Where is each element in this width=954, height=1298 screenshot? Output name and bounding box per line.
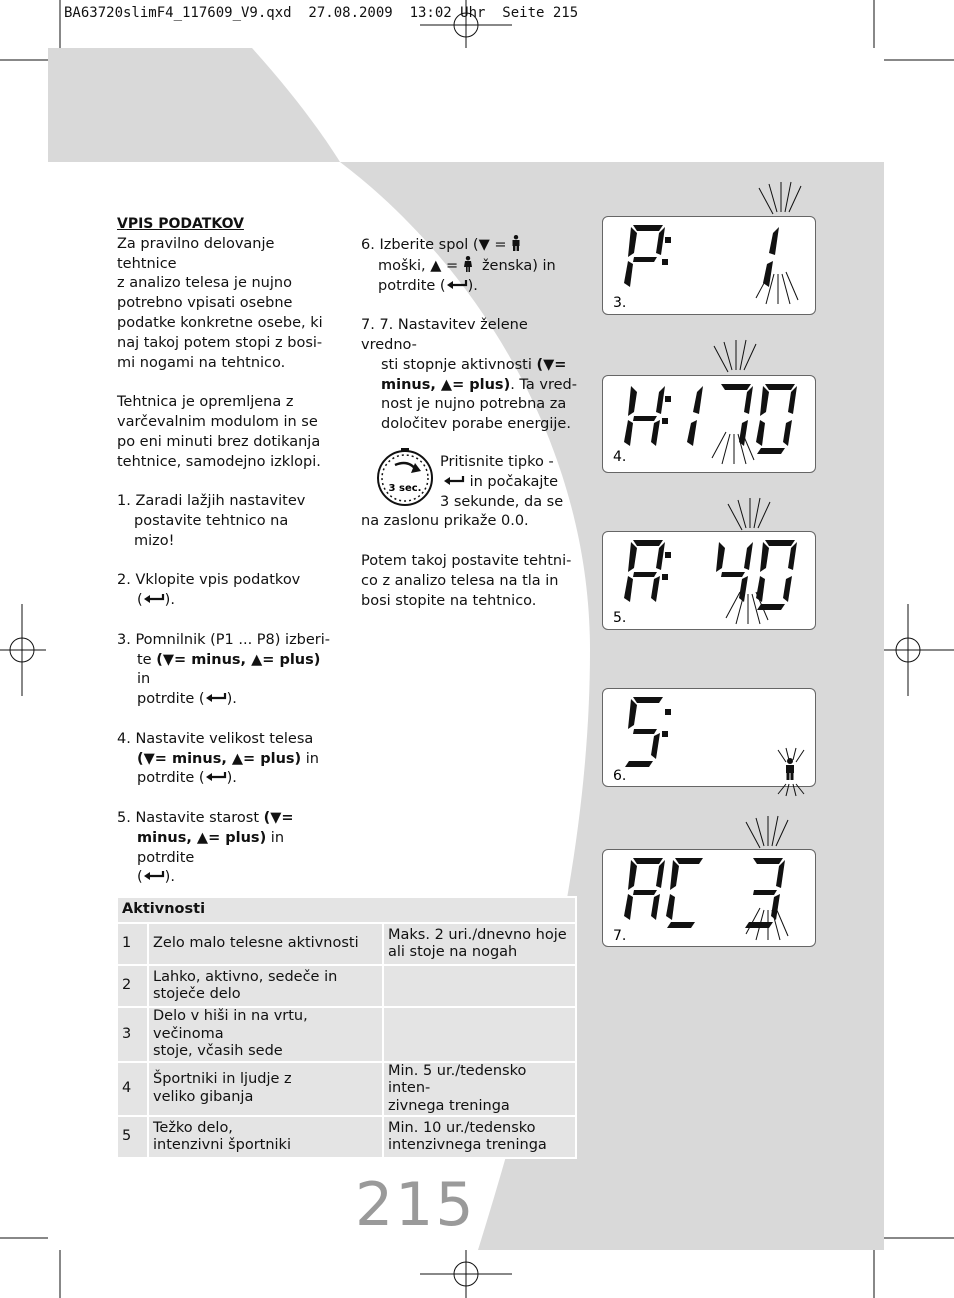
row-number: 2 xyxy=(117,965,148,1007)
blink-rays-icon xyxy=(722,590,772,626)
intro-line: podatke konkretne osebe, ki xyxy=(117,314,323,331)
display-number: 5. xyxy=(613,610,627,626)
blink-rays-icon xyxy=(708,430,758,466)
step-3-line: 3. Pomnilnik (P1 ... P8) izberi- xyxy=(117,631,331,648)
step-7-line: minus, ▲= plus). Ta vred- xyxy=(381,376,577,393)
activity-description: Težko delo, intenzivni športniki xyxy=(148,1116,383,1158)
blink-rays-icon xyxy=(742,814,792,850)
step-5-line: minus, ▲= plus) in potrdite xyxy=(137,829,285,866)
step-7-line: 7. 7. Nastavitev želene vredno- xyxy=(361,317,528,353)
row-number: 4 xyxy=(117,1062,148,1117)
intro-line: z analizo telesa je nujno xyxy=(117,275,292,292)
step-4-line: potrdite ( ). xyxy=(137,770,237,787)
step-4-line: 4. Nastavite velikost telesa xyxy=(117,730,314,747)
table-row xyxy=(117,1116,576,1158)
column-middle xyxy=(361,235,581,435)
activity-description: Športniki in ljudje z veliko gibanja xyxy=(148,1062,383,1117)
step-2-line: ( ). xyxy=(137,592,175,609)
step-1-line: postavite tehtnico na mizo! xyxy=(134,512,289,549)
enter-key-icon xyxy=(446,279,468,290)
activity-table xyxy=(116,896,577,1159)
column-left xyxy=(117,215,332,888)
step-7-line: določitev porabe energije. xyxy=(381,416,571,433)
activity-note: Min. 10 ur./tedensko intenzivnega treninga xyxy=(383,1116,576,1158)
table-title: Aktivnosti xyxy=(117,897,576,923)
info-line: Tehtnica je opremljena z xyxy=(117,394,294,411)
intro-line: mi nogami na tehtnico. xyxy=(117,354,286,371)
blink-rays-icon xyxy=(776,746,806,764)
display-number: 3. xyxy=(613,295,627,311)
info-line: tehtnice, samodejno izklopi. xyxy=(117,453,321,470)
step-3-line: potrdite ( ). xyxy=(137,691,237,708)
info-line: varčevalnim modulom in se xyxy=(117,413,318,430)
intro-line: Za pravilno delovanje tehtnice xyxy=(117,235,275,272)
display-number: 6. xyxy=(613,768,627,784)
lcd-digits xyxy=(603,532,817,631)
activity-description: Lahko, aktivno, sedeče in stoječe delo xyxy=(148,965,383,1007)
blink-rays-icon xyxy=(752,270,802,306)
table-row xyxy=(117,965,576,1007)
step-4-line: (▼= minus, ▲= plus) in xyxy=(137,750,319,767)
step-6-line: moški, ▲ = ženska) in xyxy=(378,257,556,274)
press-instruction xyxy=(361,453,581,611)
lcd-display-5 xyxy=(602,531,816,630)
blink-rays-icon xyxy=(724,496,774,532)
final-line: Potem takoj postavite tehtni- xyxy=(361,552,572,569)
step-5-line: 5. Nastavite starost (▼= xyxy=(117,809,294,826)
row-number: 5 xyxy=(117,1116,148,1158)
activity-note: Maks. 2 uri./dnevno hoje ali stoje na nogah xyxy=(383,923,576,965)
step-3-line: te (▼= minus, ▲= plus) in xyxy=(137,651,321,688)
row-number: 1 xyxy=(117,923,148,965)
enter-key-icon xyxy=(205,771,227,782)
enter-key-icon xyxy=(443,475,465,486)
enter-key-icon xyxy=(143,593,165,604)
table-row xyxy=(117,923,576,965)
activity-description: Delo v hiši in na vrtu, večinoma stoje, včasih sede xyxy=(148,1007,383,1062)
lcd-display-6 xyxy=(602,688,816,787)
lcd-digits xyxy=(603,689,817,788)
display-number: 4. xyxy=(613,449,627,465)
intro-line: potrebno vpisati osebne xyxy=(117,295,293,312)
female-icon xyxy=(463,256,473,272)
final-line: bosi stopite na tehtnico. xyxy=(361,592,537,609)
press-line: 3 sekunde, da se xyxy=(440,493,564,510)
table-row xyxy=(117,1062,576,1117)
page-number: 215 xyxy=(355,1170,476,1240)
final-line: co z analizo telesa na tla in xyxy=(361,572,559,589)
print-slug: BA63720slimF4_117609_V9.qxd 27.08.2009 13:02 Uhr Seite 215 xyxy=(64,5,579,21)
male-icon xyxy=(511,235,521,251)
step-7-line: sti stopnje aktivnosti (▼= xyxy=(381,356,567,373)
enter-key-icon xyxy=(143,870,165,881)
activity-note xyxy=(383,965,576,1007)
info-line: po eni minuti brez dotikanja xyxy=(117,433,321,450)
activity-description: Zelo malo telesne aktivnosti xyxy=(148,923,383,965)
step-2-line: 2. Vklopite vpis podatkov xyxy=(117,572,301,589)
section-heading: VPIS PODATKOV xyxy=(117,216,244,232)
row-number: 3 xyxy=(117,1007,148,1062)
intro-line: naj takoj potem stopi z bosi- xyxy=(117,334,323,351)
blink-rays-icon xyxy=(710,338,760,374)
enter-key-icon xyxy=(205,692,227,703)
display-number: 7. xyxy=(613,928,627,944)
step-1-line: 1. Zaradi lažjih nastavitev xyxy=(117,493,306,510)
blink-rays-icon xyxy=(776,782,806,798)
step-7-line: nost je nujno potrebna za xyxy=(381,396,567,413)
press-line: na zaslonu prikaže 0.0. xyxy=(361,513,529,530)
step-5-line: ( ). xyxy=(137,869,175,886)
step-6-line: potrdite ( ). xyxy=(378,277,478,294)
blink-rays-icon xyxy=(755,180,805,216)
activity-note xyxy=(383,1007,576,1062)
blink-rays-icon xyxy=(742,906,792,942)
step-6-line: 6. Izberite spol (▼ = xyxy=(361,235,581,256)
press-line: Pritisnite tipko - xyxy=(440,454,554,470)
press-line: in počakajte xyxy=(361,473,581,493)
table-row xyxy=(117,1007,576,1062)
table-header-row xyxy=(117,897,576,923)
timer-label: 3 sec. xyxy=(388,483,422,494)
activity-note: Min. 5 ur./tedensko inten- zivnega treninga xyxy=(383,1062,576,1117)
